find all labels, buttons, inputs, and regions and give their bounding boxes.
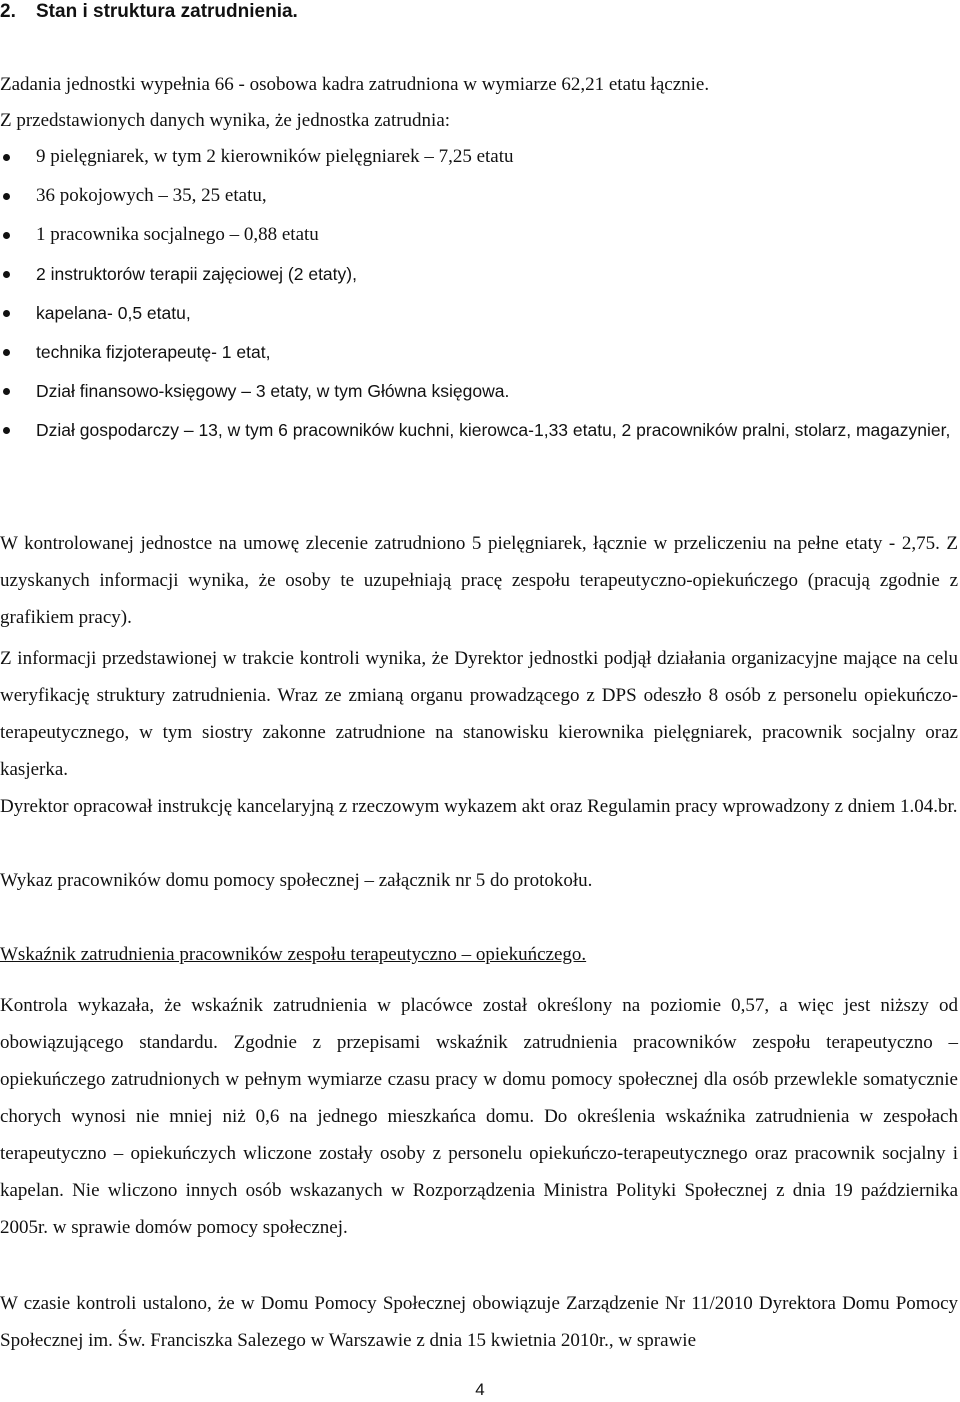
- list-item: 9 pielęgniarek, w tym 2 kierowników pielęgniarek – 7,25 etatu: [0, 145, 960, 169]
- list-item: Dział gospodarczy – 13, w tym 6 pracowników kuchni, kierowca-1,33 etatu, 2 pracowników pralni, stolarz, magazynier,: [0, 409, 960, 451]
- paragraph-indicator-control: Kontrola wykazała, że wskaźnik zatrudnienia w placówce został określony na poziomie 0,57, a więc jest niższy od obowiązującego standardu. Zgodnie z przepisami wskaźnik zatrudnienia pracowników zespołu terapeutyczno – opiekuńczego zatrudnionych w pełnym wymiarze czasu pracy w domu pomocy społecznej dla osób przewlekle somatycznie chorych wynosi nie mniej niż 0,6 na jednego mieszkańca domu. Do określenia wskaźnika zatrudnienia w zespołach terapeutyczno – opiekuńczych wliczone zostały osoby z personelu opiekuńczo-terapeutycznego oraz pracownik socjalny i kapelan. Nie wliczono innych osób wskazanych w Rozporządzenia Ministra Polityki Społecznej z dnia 19 października 2005r. w sprawie domów pomocy społecznej.: [0, 995, 958, 1238]
- list-item: kapelana- 0,5 etatu,: [0, 301, 960, 325]
- intro-line-2: Z przedstawionych danych wynika, że jednostka zatrudnia:: [0, 110, 451, 131]
- paragraph-director-actions: Z informacji przedstawionej w trakcie kontroli wynika, że Dyrektor jednostki podjął działania organizacyjne mające na celu weryfikację struktury zatrudnienia. Wraz ze zmianą organu prowadzącego z DPS odeszło 8 osób z personelu opiekuńczo-terapeutycznego, w tym siostry zakonne zatrudnione na stanowisku kierownika pielęgniarek, pracownik socjalny oraz kasjerka.: [0, 648, 958, 780]
- section-title: Stan i struktura zatrudnienia.: [36, 1, 298, 22]
- paragraph-attachment: Wykaz pracowników domu pomocy społecznej – załącznik nr 5 do protokołu.: [0, 870, 593, 891]
- staff-list: [0, 145, 960, 466]
- paragraph-contract: W kontrolowanej jednostce na umowę zlecenie zatrudniono 5 pielęgniarek, łącznie w przeliczeniu na pełne etaty - 2,75. Z uzyskanych informacji wynika, że osoby te uzupełniają pracę zespołu terapeutyczno-opiekuńczego (pracują zgodnie z grafikiem pracy).: [0, 533, 958, 628]
- paragraph-instructions: Dyrektor opracował instrukcję kancelaryjną z rzeczowym wykazem akt oraz Regulamin pracy wprowadzony z dniem 1.04.br.: [0, 796, 958, 817]
- list-item: 2 instruktorów terapii zajęciowej (2 etaty),: [0, 262, 960, 286]
- section-number: 2.: [0, 1, 16, 22]
- list-item: 36 pokojowych – 35, 25 etatu,: [0, 184, 960, 208]
- section-heading: [0, 0, 940, 24]
- paragraph-indicator-regulation: W czasie kontroli ustalono, że w Domu Pomocy Społecznej obowiązuje Zarządzenie Nr 11/2010 Dyrektora Domu Pomocy Społecznej im. Św. Franciszka Salezego w Warszawie z dnia 15 kwietnia 2010r., w sprawie: [0, 1293, 958, 1351]
- list-item: 1 pracownika socjalnego – 0,88 etatu: [0, 223, 960, 247]
- page-number: 4: [475, 1380, 485, 1399]
- list-item: Dział finansowo-księgowy – 3 etaty, w tym Główna księgowa.: [0, 379, 960, 403]
- indicator-heading: Wskaźnik zatrudnienia pracowników zespołu terapeutyczno – opiekuńczego.: [0, 944, 587, 965]
- intro-line-1: Zadania jednostki wypełnia 66 - osobowa kadra zatrudniona w wymiarze 62,21 etatu łącznie.: [0, 74, 710, 95]
- list-item: technika fizjoterapeutę- 1 etat,: [0, 340, 960, 364]
